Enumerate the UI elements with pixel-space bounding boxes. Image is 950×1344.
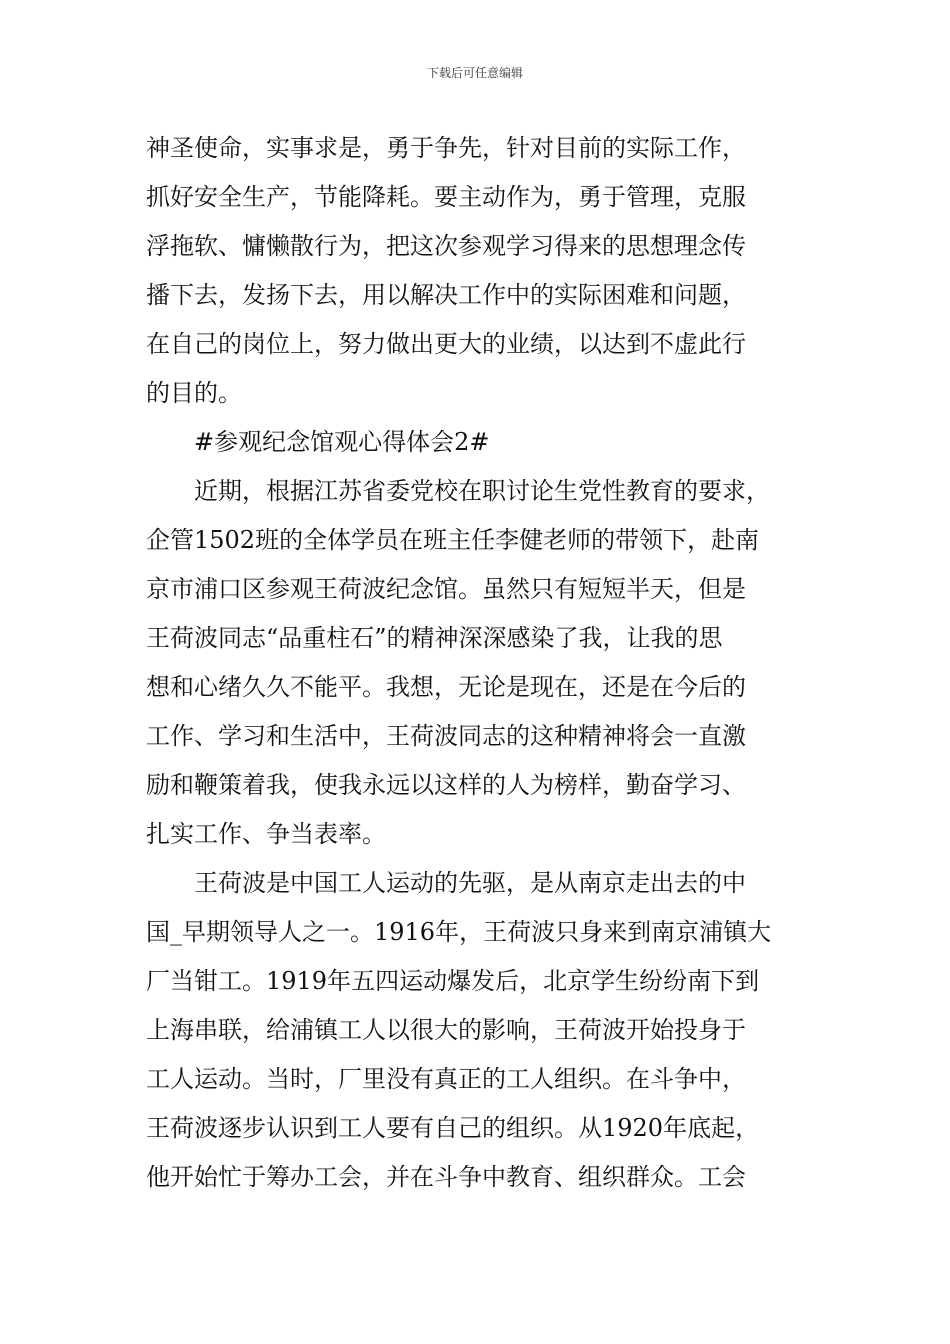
text-line: 企管1502班的全体学员在班主任李健老师的带领下，赴南 [146, 526, 760, 554]
text-line: 播下去，发扬下去，用以解决工作中的实际困难和问题， [146, 281, 746, 309]
text-line: 厂当钳工。1919年五四运动爆发后，北京学生纷纷南下到 [146, 967, 760, 995]
text-line: 扎实工作、争当表率。 [146, 820, 386, 848]
page-header-note: 下载后可任意编辑 [426, 66, 523, 80]
section-heading-text: #参观纪念馆观心得体会2# [194, 428, 490, 456]
text-line: 神圣使命，实事求是，勇于争先，针对目前的实际工作， [146, 134, 746, 162]
paragraph-2 [146, 467, 826, 859]
text-line: 想和心绪久久不能平。我想，无论是现在，还是在今后的 [146, 673, 746, 701]
text-line: 王荷波逐步认识到工人要有自己的组织。从1920年底起， [146, 1114, 760, 1142]
text-line: 王荷波是中国工人运动的先驱，是从南京走出去的中 [194, 869, 746, 897]
text-line: 抓好安全生产，节能降耗。要主动作为，勇于管理，克服 [146, 183, 746, 211]
text-line: 他开始忙于筹办工会，并在斗争中教育、组织群众。工会 [146, 1163, 746, 1191]
text-line: 浮拖软、慵懒散行为，把这次参观学习得来的思想理念传 [146, 232, 746, 260]
document-body [146, 124, 826, 1202]
text-line: 上海串联，给浦镇工人以很大的影响，王荷波开始投身于 [146, 1016, 746, 1044]
text-line: 京市浦口区参观王荷波纪念馆。虽然只有短短半天，但是 [146, 575, 746, 603]
section-heading [146, 418, 826, 467]
text-line: 工人运动。当时，厂里没有真正的工人组织。在斗争中， [146, 1065, 746, 1093]
text-line: 励和鞭策着我，使我永远以这样的人为榜样，勤奋学习、 [146, 771, 746, 799]
text-line: 的目的。 [146, 379, 242, 407]
paragraph-3 [146, 859, 826, 1202]
text-line: 工作、学习和生活中，王荷波同志的这种精神将会一直激 [146, 722, 746, 750]
text-line: 近期，根据江苏省委党校在职讨论生党性教育的要求， [194, 477, 770, 505]
text-line: 国_早期领导人之一。1916年，王荷波只身来到南京浦镇大 [146, 918, 772, 946]
text-line: 在自己的岗位上，努力做出更大的业绩，以达到不虚此行 [146, 330, 746, 358]
text-line: 王荷波同志“品重柱石”的精神深深感染了我，让我的思 [146, 624, 723, 652]
paragraph-1 [146, 124, 826, 418]
